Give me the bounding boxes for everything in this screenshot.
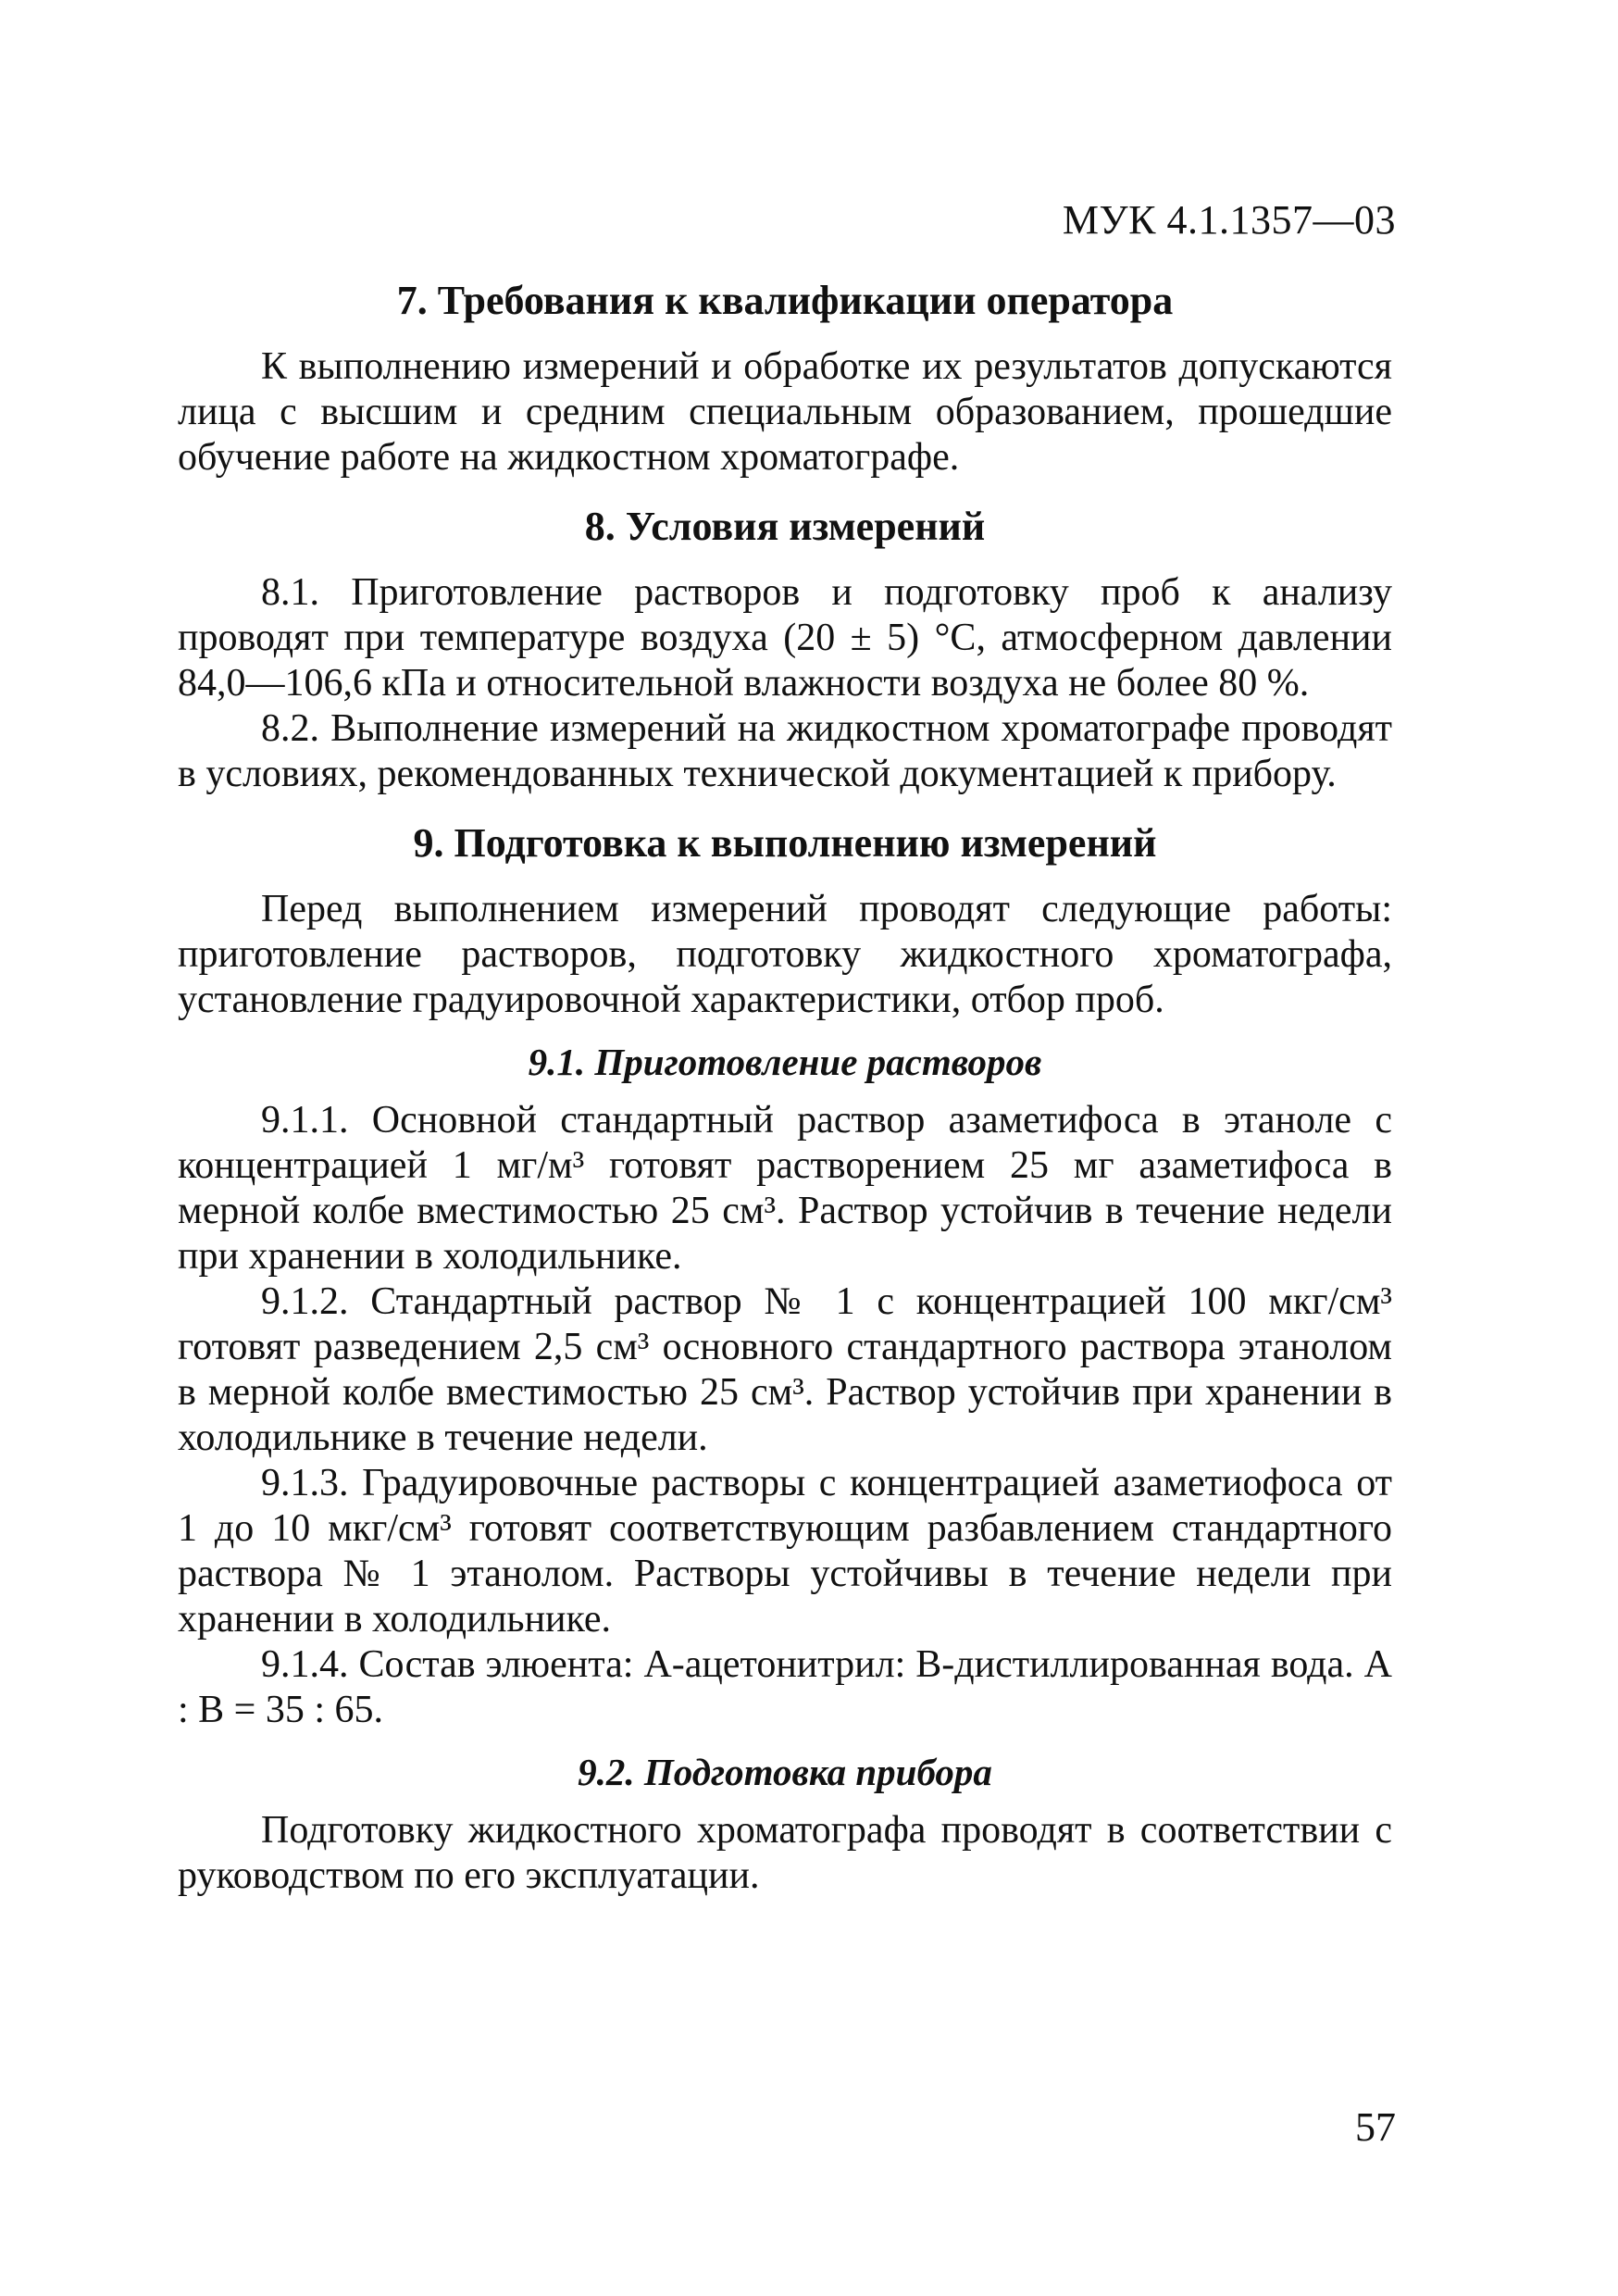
section-8-1-paragraph: 8.1. Приготовление растворов и подготовку проб к анализу проводят при температуре воздуха (20 ± 5) °С, атмосферном давлении 84,0—106,6 кПа и относительной влажности воздуха не более 80 %. bbox=[178, 571, 1392, 705]
section-9-intro-paragraph: Перед выполнением измерений проводят следующие работы: приготовление растворов, подготовку жидкостного хроматографа, установление градуировочной характеристики, отбор проб. bbox=[178, 888, 1392, 1021]
section-9-2-paragraph: Подготовку жидкостного хроматографа проводят в соответствии с руководством по его эксплуатации. bbox=[178, 1809, 1392, 1897]
section-9-1-2-paragraph: 9.1.2. Стандартный раствор № 1 с концентрацией 100 мкг/см³ готовят разведением 2,5 см³ основного стандартного раствора этанолом в мерной колбе вместимостью 25 см³. Раствор устойчив при хранении в холодильнике в течение недели. bbox=[178, 1280, 1392, 1459]
section-9-heading: 9. Подготовка к выполнению измерений bbox=[413, 820, 1157, 866]
section-8-2-paragraph: 8.2. Выполнение измерений на жидкостном хроматографе проводят в условиях, рекомендованных технической документацией к прибору. bbox=[178, 707, 1392, 795]
section-9-1-3-paragraph: 9.1.3. Градуировочные растворы с концентрацией азаметиофоса от 1 до 10 мкг/см³ готовят соответствующим разбавлением стандартного раствора № 1 этанолом. Растворы устойчивы в течение недели при хранении в холодильнике. bbox=[178, 1462, 1392, 1641]
section-7-paragraph: К выполнению измерений и обработке их результатов допускаются лица с высшим и средним специальным образованием, прошедшие обучение работе на жидкостном хроматографе. bbox=[178, 345, 1392, 479]
section-9-1-1-paragraph: 9.1.1. Основной стандартный раствор азаметифоса в этаноле с концентрацией 1 мг/м³ готовят растворением 25 мг азаметифоса в мерной колбе вместимостью 25 см³. Раствор устойчив в течение недели при хранении в холодильнике. bbox=[178, 1099, 1392, 1278]
section-9-1-4-paragraph: 9.1.4. Состав элюента: А-ацетонитрил: В-дистиллированная вода. А : В = 35 : 65. bbox=[178, 1643, 1392, 1731]
section-7-heading: 7. Требования к квалификации оператора bbox=[396, 278, 1174, 323]
subsection-9-1-heading: 9.1. Приготовление растворов bbox=[528, 1041, 1042, 1083]
section-8-heading: 8. Условия измерений bbox=[584, 504, 986, 549]
document-code: МУК 4.1.1357—03 bbox=[1062, 197, 1396, 243]
page-number: 57 bbox=[1355, 2104, 1396, 2150]
page-content bbox=[178, 278, 1392, 1899]
subsection-9-2-heading: 9.2. Подготовка прибора bbox=[578, 1751, 992, 1793]
